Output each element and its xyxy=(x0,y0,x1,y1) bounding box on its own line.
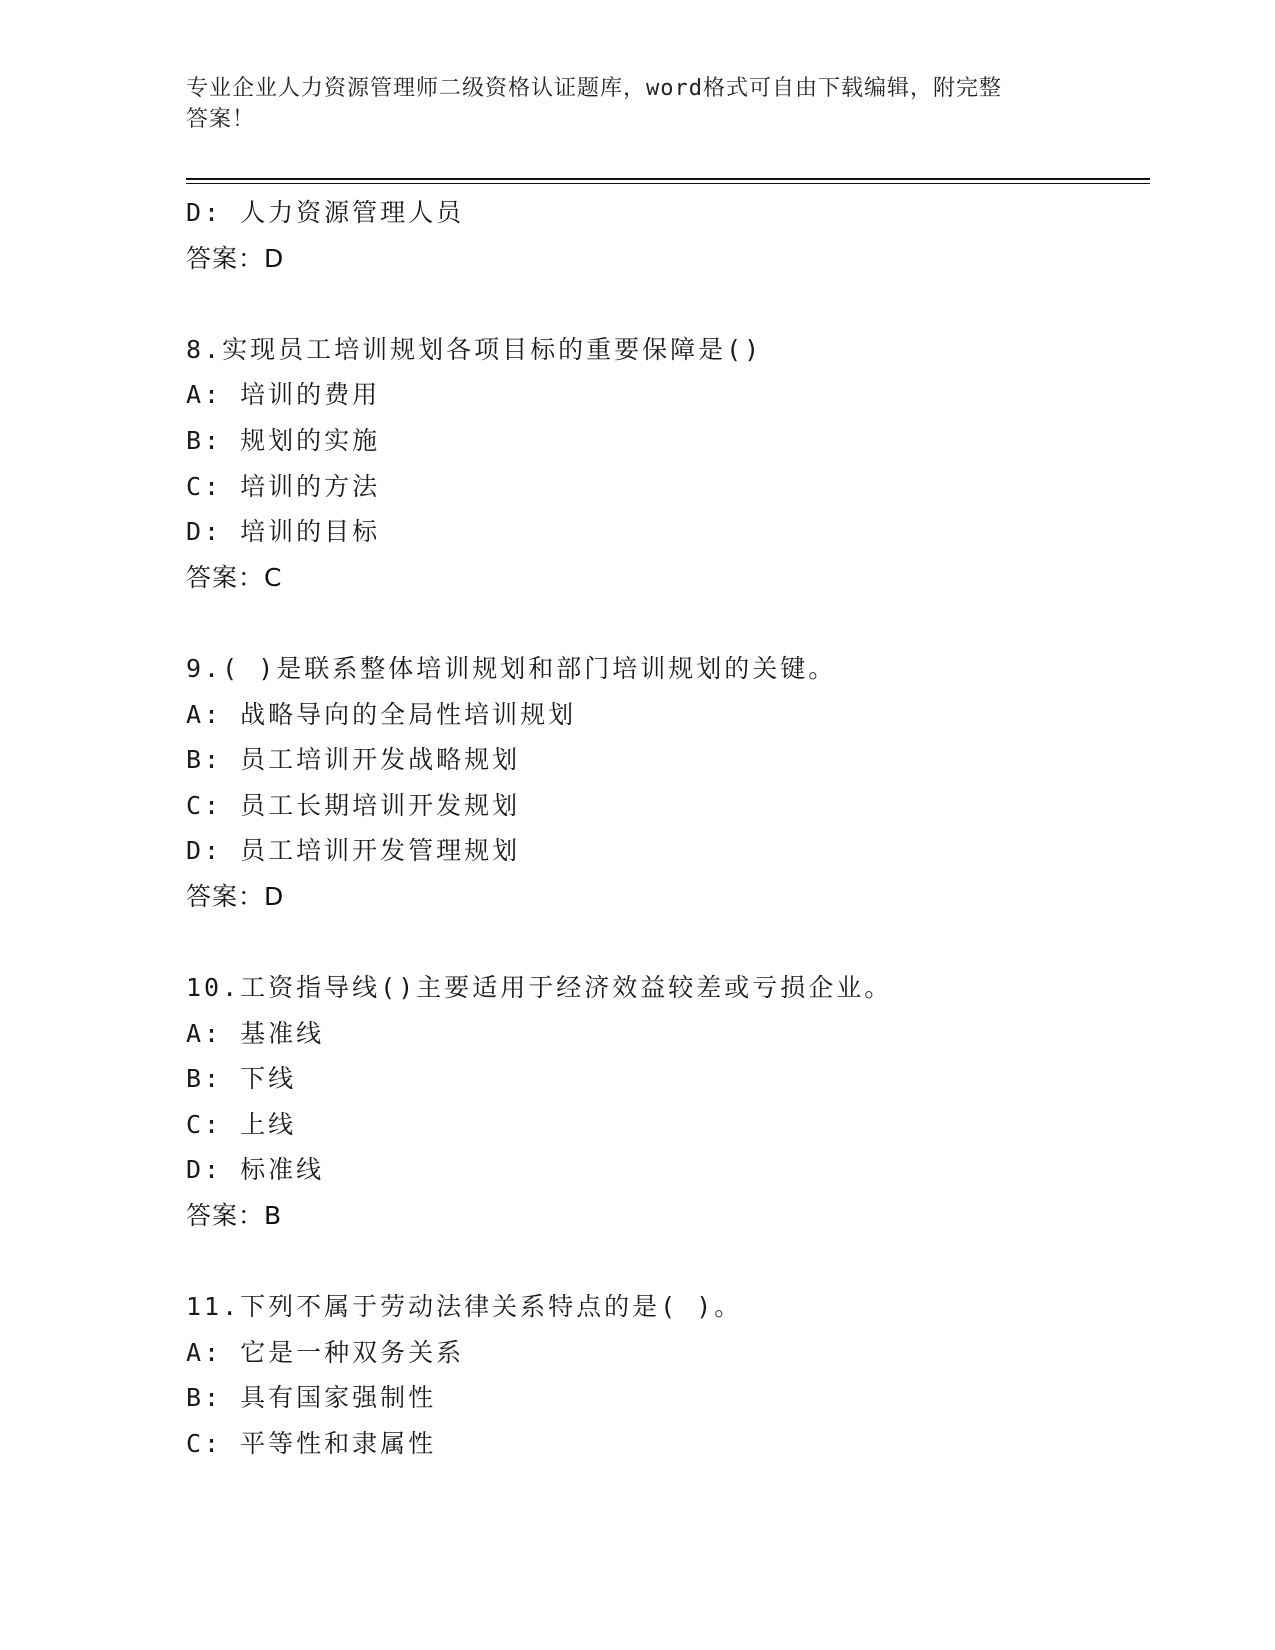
option-text: D: 人力资源管理人员 xyxy=(186,198,465,227)
page-header xyxy=(186,73,1086,135)
header-divider-thick xyxy=(186,178,1150,180)
spacer xyxy=(186,1239,1150,1285)
header-line-1: 专业企业人力资源管理师二级资格认证题库，word格式可自由下载编辑，附完整 xyxy=(186,76,1002,101)
option-text: B: 具有国家强制性 xyxy=(186,1383,437,1413)
option-text: D: 标准线 xyxy=(186,1155,325,1185)
option-text: A: 它是一种双务关系 xyxy=(186,1337,465,1367)
option-text: B: 规划的实施 xyxy=(186,425,381,455)
option-text: A: 基准线 xyxy=(186,1018,325,1048)
spacer xyxy=(186,920,1150,966)
question-text: 11.下列不属于劳动法律关系特点的是( )。 xyxy=(186,1292,743,1322)
answer-text: 答案：C xyxy=(186,562,283,592)
header-divider-thin xyxy=(186,183,1150,184)
spacer xyxy=(186,281,1150,327)
question-text: 9.( )是联系整体培训规划和部门培训规划的关键。 xyxy=(186,653,837,683)
answer-text: 答案：D xyxy=(186,243,285,273)
header-line-2: 答案！ xyxy=(186,107,256,132)
option-text: C: 平等性和隶属性 xyxy=(186,1429,437,1459)
option-text: D: 培训的目标 xyxy=(186,517,381,547)
answer-text: 答案：B xyxy=(186,1201,283,1231)
question-text: 10.工资指导线()主要适用于经济效益较差或亏损企业。 xyxy=(186,973,893,1003)
option-text: C: 培训的方法 xyxy=(186,471,381,501)
question-list xyxy=(186,190,1150,1467)
spacer xyxy=(186,600,1150,646)
option-text: A: 培训的费用 xyxy=(186,380,381,410)
option-text: B: 下线 xyxy=(186,1064,297,1094)
question-text: 8.实现员工培训规划各项目标的重要保障是() xyxy=(186,334,763,364)
option-text: C: 上线 xyxy=(186,1109,297,1139)
option-text: C: 员工长期培训开发规划 xyxy=(186,790,521,820)
option-text: B: 员工培训开发战略规划 xyxy=(186,745,521,775)
option-text: D: 员工培训开发管理规划 xyxy=(186,836,521,866)
answer-text: 答案：D xyxy=(186,881,285,911)
option-text: A: 战略导向的全局性培训规划 xyxy=(186,699,577,729)
